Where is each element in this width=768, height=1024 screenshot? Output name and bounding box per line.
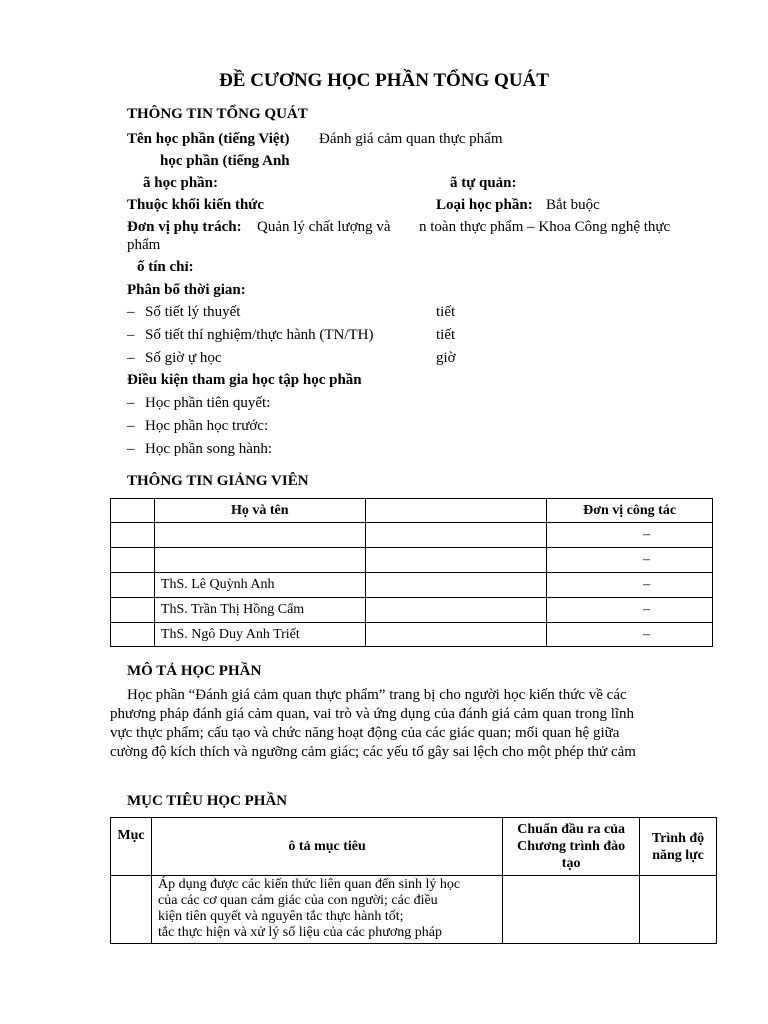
- time-item-dash: –: [127, 327, 135, 343]
- lecturer-unit: –: [547, 598, 713, 623]
- prerequisite-conditions-label: Điều kiện tham gia học tập học phần: [127, 372, 362, 388]
- row-cell: [365, 548, 547, 573]
- objective-line: tắc thực hiện và xử lý số liệu của các phương pháp: [157, 925, 443, 940]
- time-item-label: Số tiết lý thuyết: [145, 304, 241, 320]
- time-item-unit: giờ: [436, 350, 456, 366]
- description-line: phương pháp đánh giá cảm quan, vai trò và ứng dụng của đánh giá cảm quan trong lĩnh: [110, 706, 635, 722]
- objectives-table-header: [111, 818, 717, 876]
- lecturer-unit: –: [547, 548, 713, 573]
- header-description: ô tả mục tiêu: [151, 818, 502, 876]
- unit-value-1: Quản lý chất lượng và: [257, 219, 391, 235]
- lecturer-unit: –: [547, 573, 713, 598]
- header-plo-line: tạo: [561, 856, 581, 871]
- course-name-vi-value: Đánh giá cảm quan thực phẩm: [319, 131, 503, 147]
- row-cell: [111, 598, 155, 623]
- header-level-line: Trình độ: [651, 830, 705, 846]
- table-row: [111, 523, 713, 548]
- time-item-dash: –: [127, 304, 135, 320]
- header-muc: Mục: [111, 818, 152, 876]
- condition-dash: –: [127, 418, 135, 434]
- lecturer-name: ThS. Trần Thị Hồng Cẩm: [154, 598, 365, 623]
- description-heading: MÔ TẢ HỌC PHẦN: [127, 663, 262, 679]
- course-name-en-label: học phần (tiếng Anh: [160, 153, 290, 169]
- table-row: [111, 548, 713, 573]
- table-row: [111, 876, 717, 944]
- objectives-heading: MỤC TIÊU HỌC PHẦN: [127, 793, 288, 809]
- unit-value-3: phẩm: [127, 237, 161, 253]
- header-plo-line: Chuẩn đầu ra của: [517, 822, 626, 837]
- course-type-value: Bắt buộc: [546, 197, 600, 213]
- row-cell: [111, 623, 155, 647]
- description-line: vực thực phẩm; cấu tạo và chức năng hoạt động của các giác quan; mối quan hệ giữa: [110, 725, 620, 741]
- unit-label: Đơn vị phụ trách:: [127, 219, 242, 235]
- row-cell: [365, 573, 547, 598]
- knowledge-block-label: Thuộc khối kiến thức: [127, 197, 264, 213]
- header-plo: [503, 818, 640, 876]
- time-item-dash: –: [127, 350, 135, 366]
- header-level: [640, 818, 717, 876]
- condition-dash: –: [127, 441, 135, 457]
- condition-item: Học phần học trước:: [145, 418, 269, 434]
- row-cell: [365, 523, 547, 548]
- lecturer-unit: –: [547, 623, 713, 647]
- objective-description: [151, 876, 502, 944]
- description-paragraph: [110, 686, 700, 762]
- row-cell: [111, 573, 155, 598]
- time-item-label: Số giờ ự học: [145, 350, 222, 366]
- row-cell: [111, 876, 152, 944]
- condition-item: Học phần tiên quyết:: [145, 395, 271, 411]
- table-row: [111, 598, 713, 623]
- objective-line: của các cơ quan cảm giác của con người; các điều: [157, 893, 438, 908]
- course-code-label: ã học phần:: [143, 175, 219, 191]
- lecturer-name: [154, 523, 365, 548]
- condition-item: Học phần song hành:: [145, 441, 273, 457]
- credits-label: ố tín chỉ:: [137, 259, 194, 275]
- description-line: cường độ kích thích và ngưỡng cảm giác; các yếu tố gây sai lệch cho một phép thử cảm: [110, 744, 636, 760]
- time-allocation-label: Phân bổ thời gian:: [127, 282, 246, 298]
- self-study-label: ã tự quản:: [450, 175, 517, 191]
- row-cell: [111, 523, 155, 548]
- lecturer-name: ThS. Lê Quỳnh Anh: [154, 573, 365, 598]
- header-unit: Đơn vị công tác: [547, 499, 713, 523]
- description-line: Học phần “Đánh giá cảm quan thực phẩm” trang bị cho người học kiến thức về các: [127, 687, 627, 703]
- objectives-table: [110, 817, 717, 944]
- header-level-line: năng lực: [652, 847, 704, 863]
- table-row: [111, 623, 713, 647]
- header-cell-empty: [111, 499, 155, 523]
- row-cell: [640, 876, 717, 944]
- row-cell: [503, 876, 640, 944]
- course-type-label: Loại học phần:: [436, 197, 533, 213]
- unit-value-2: n toàn thực phẩm – Khoa Công nghệ thực: [419, 219, 671, 235]
- header-cell-empty: [365, 499, 547, 523]
- header-plo-line: Chương trình đào: [517, 839, 626, 854]
- lecturer-table: [110, 498, 713, 647]
- lecturer-name: [154, 548, 365, 573]
- lecturer-unit: –: [547, 523, 713, 548]
- course-name-vi-label: Tên học phần (tiếng Việt): [127, 131, 290, 147]
- header-name: Họ và tên: [154, 499, 365, 523]
- document-title: ĐỀ CƯƠNG HỌC PHẦN TỔNG QUÁT: [219, 70, 549, 91]
- lecturer-name: ThS. Ngô Duy Anh Triết: [154, 623, 365, 647]
- condition-dash: –: [127, 395, 135, 411]
- objective-line: Áp dụng được các kiến thức liên quan đến sinh lý học: [157, 877, 461, 892]
- row-cell: [365, 598, 547, 623]
- table-row: [111, 573, 713, 598]
- objective-line: kiện tiên quyết và nguyên tắc thực hành tốt;: [157, 909, 404, 924]
- lecturer-info-heading: THÔNG TIN GIẢNG VIÊN: [127, 473, 309, 489]
- general-info-heading: THÔNG TIN TỔNG QUÁT: [127, 106, 308, 122]
- time-item-unit: tiết: [436, 304, 456, 320]
- row-cell: [111, 548, 155, 573]
- time-item-unit: tiết: [436, 327, 456, 343]
- lecturer-table-header: [111, 499, 713, 523]
- row-cell: [365, 623, 547, 647]
- time-item-label: Số tiết thí nghiệm/thực hành (TN/TH): [145, 327, 374, 343]
